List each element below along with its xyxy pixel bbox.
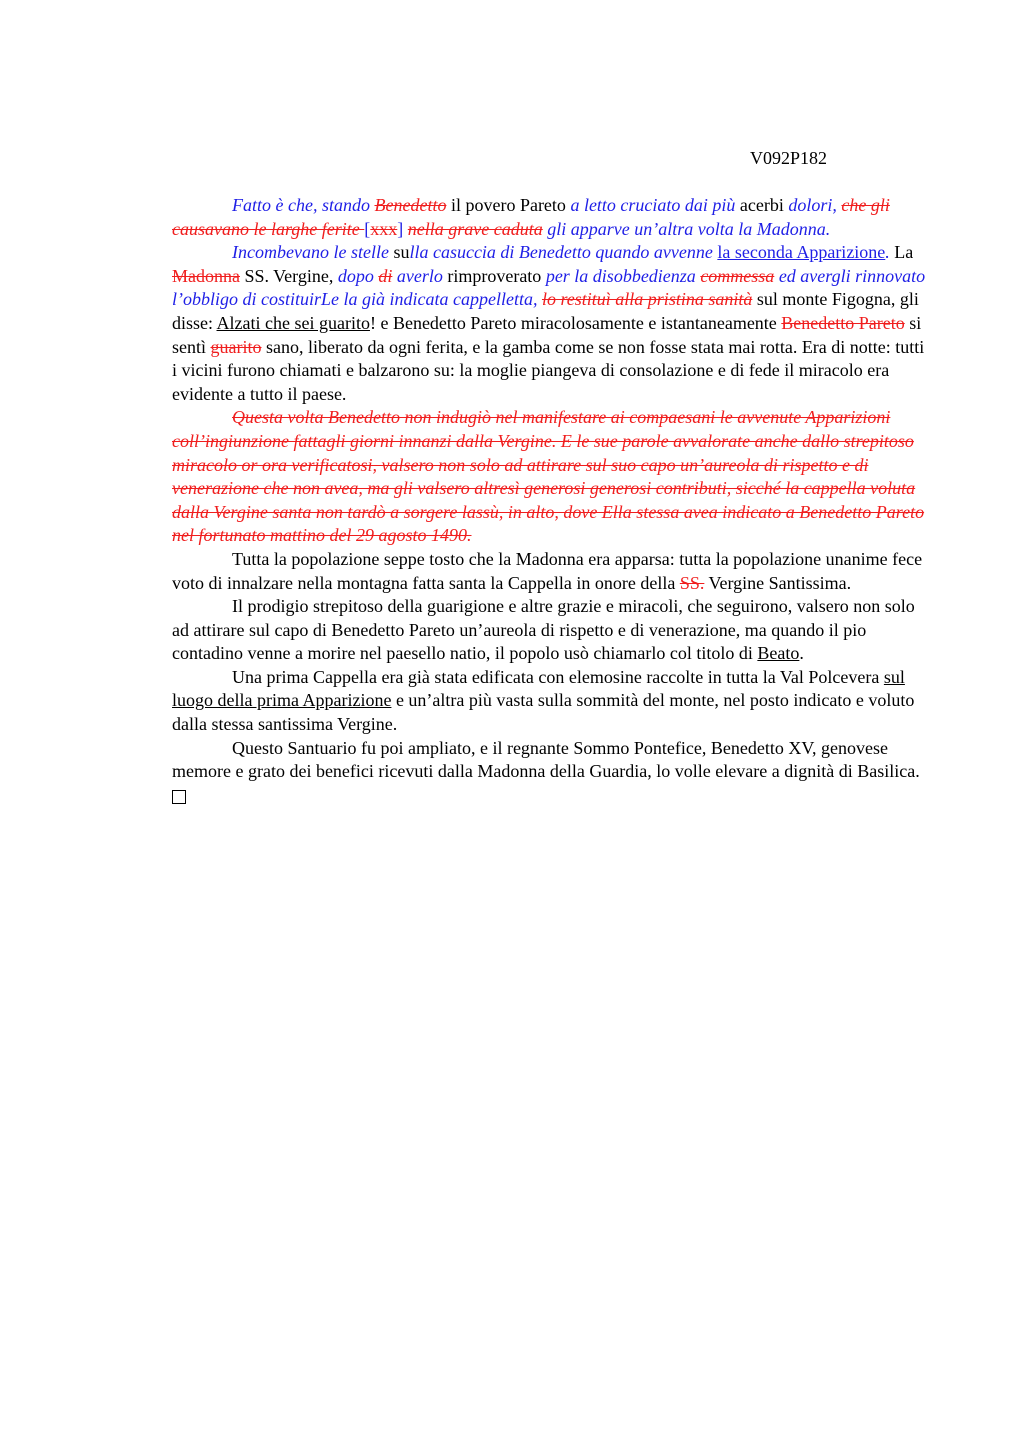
inserted-text: . (885, 242, 890, 263)
plain-text: rimproverato (442, 265, 546, 286)
document-body (172, 194, 932, 804)
plain-text: La (889, 242, 914, 263)
inserted-text: [ (364, 218, 371, 239)
deleted-text: che gli causavano le larghe ferite (172, 195, 890, 239)
page-id: V092P182 (750, 148, 828, 168)
inserted-text: Incombevano le stelle (232, 242, 394, 263)
plain-text: SS. Vergine, (239, 265, 338, 286)
deleted-text: Benedetto (374, 195, 447, 215)
inserted-text: ed avergli rinnovato l’obbligo di costituirLe la già indicata cappelletta, (172, 265, 926, 310)
plain-text: il povero Pareto (446, 195, 571, 215)
deleted-text: xxx (370, 218, 398, 239)
plain-text: Il prodigio strepitoso della guarigione e altre grazie e miracoli, che seguirono, valsero non solo ad attirare sul capo di Benedetto Pareto un’aureola di rispetto e di venerazione, ma quando il pio contadino venne a morire nel paesello natio, il popolo usò chiamarlo col titolo di (172, 596, 915, 664)
inserted-text: per la disobbedienza (545, 265, 701, 286)
paragraph-4 (172, 548, 932, 595)
plain-text: Questo Santuario fu poi ampliato, e il regnante Sommo Pontefice, Benedetto XV, genovese memore e grato dei benefici ricevuti dalla Madonna della Guardia, lo volle elevare a dignità di Basilica. (172, 737, 920, 782)
plain-text: acerbi (735, 195, 789, 215)
inserted-text: a letto cruciato dai più (570, 195, 736, 215)
deleted-text: SS. (679, 572, 705, 593)
plain-text: sano, liberato da ogni ferita, e la gamba come se non fosse stata mai rotta. Era di notte: tutti i vicini furono chiamati e balzarono su: la moglie piangeva di consolazione e di fede il miracolo era evidente a tutto il paese. (172, 336, 925, 404)
paragraph-6 (172, 666, 932, 737)
inserted-text: gli apparve un’altra volta la Madonna. (542, 218, 831, 239)
plain-text: su (393, 242, 410, 263)
deleted-text: lo restituì alla pristina sanità (541, 289, 753, 310)
underlined-text: Alzati che sei guarito (216, 312, 370, 333)
inserted-text: lla casuccia di Benedetto quando avvenne (409, 242, 718, 263)
deleted-text: di (378, 265, 393, 286)
plain-text: sul monte Figogna, gli disse: (172, 289, 919, 333)
plain-text: ! e Benedetto Pareto miracolosamente e istantaneamente (369, 312, 782, 333)
plain-text: Vergine Santissima. (704, 572, 852, 593)
underlined-inserted-text: la seconda Apparizione (717, 242, 886, 263)
paragraph-2 (172, 241, 932, 406)
plain-text: Tutta la popolazione seppe tosto che la Madonna era apparsa: tutta la popolazione unanime fece voto di innalzare nella montagna fatta santa la Cappella in onore della (172, 548, 923, 593)
deleted-text: Questa volta Benedetto non indugiò nel manifestare ai compaesani le avvenute Apparizioni coll’ingiunzione fattagli giorni innanzi dalla Vergine. E le sue parole avvalorate anche dallo strepitoso miracolo or ora verificatosi, valsero non solo ad attirare sul suo capo un’aureola di rispetto e di venerazione che non avea, ma gli valsero altresì generosi generosi contributi, sicché la cappella voluta dalla Vergine santa non tardò a sorgere lassù, in alto, dove Ella stessa avea indicato a Benedetto Pareto nel fortunato mattino del 29 agosto 1490. (172, 407, 925, 546)
inserted-text: Fatto è che, stando (232, 195, 375, 215)
plain-text: Una prima Cappella era già stata edificata con elemosine raccolte in tutta la Val Polcevera (232, 666, 884, 687)
inserted-text: dopo (337, 265, 379, 286)
plain-text: e un’altra più vasta sulla sommità del monte, nel posto indicato e voluto dalla stessa santissima Vergine. (172, 690, 915, 735)
deleted-text: guarito (210, 336, 262, 357)
underlined-text: sul luogo della prima Apparizione (172, 666, 905, 711)
paragraph-5 (172, 595, 932, 666)
deleted-text: commessa (700, 265, 775, 286)
underlined-text: Beato (757, 643, 800, 664)
paragraph-7 (172, 737, 932, 784)
paragraph-1 (172, 194, 932, 241)
deleted-text: Benedetto Pareto (781, 312, 905, 333)
end-of-text-box-icon (172, 790, 186, 804)
deleted-text: nella grave caduta (407, 218, 543, 239)
inserted-text: ] (397, 218, 404, 239)
deleted-text: Madonna (172, 265, 240, 286)
paragraph-3 (172, 406, 932, 548)
plain-text: . (799, 643, 804, 664)
plain-text: si sentì (172, 312, 922, 357)
inserted-text: dolori, (788, 195, 842, 215)
inserted-text: averlo (392, 265, 443, 286)
